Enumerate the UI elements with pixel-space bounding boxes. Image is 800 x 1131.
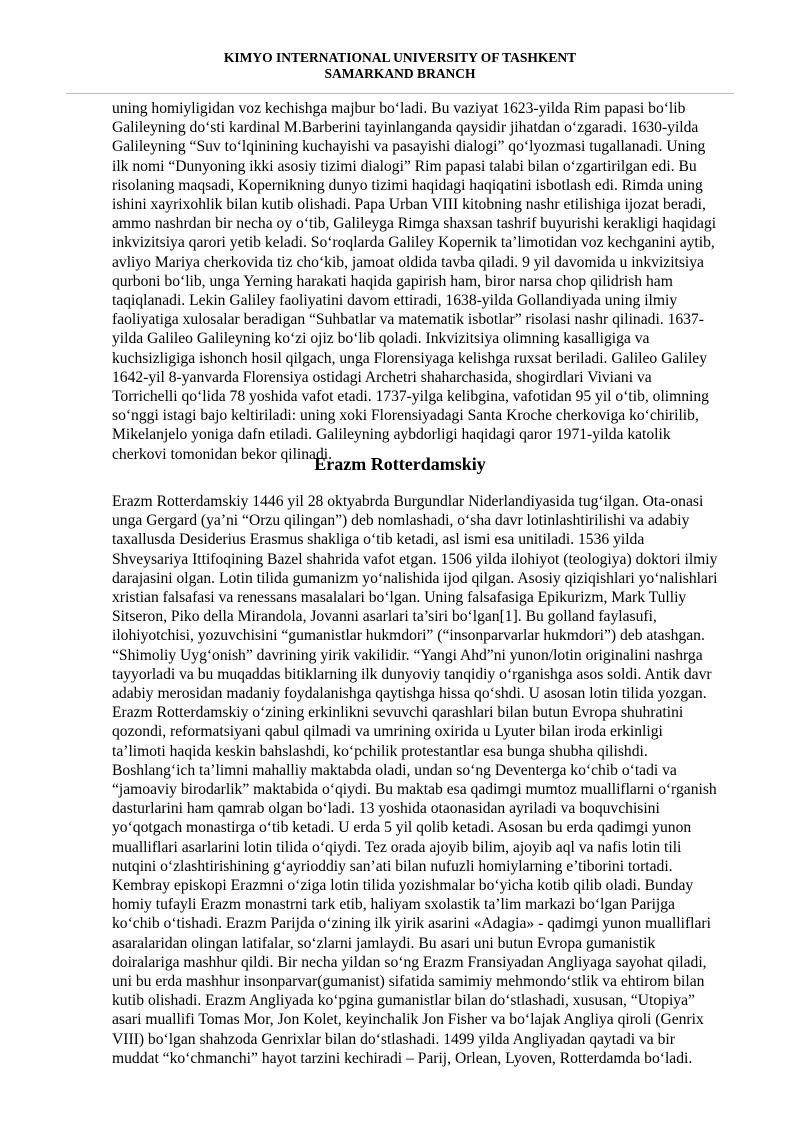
header-university-name: KIMYO INTERNATIONAL UNIVERSITY OF TASHKENT xyxy=(223,50,577,65)
body-paragraph-galileo: uning homiyligidan voz kechishga majbur bo‘ladi. Bu vaziyat 1623-yilda Rim papasi bo‘lib Galileyning do‘sti kardinal M.Barberini tayinlanganda qaysidir jihatdan o‘zgaradi. 1630-yilda Galileyning “Suv to‘lqinining kuchayishi va pasayishi dialogi” qo‘lyozmasi tugallanadi. Uning ilk nomi “Dunyoning ikki asosiy tizimi dialogi” Rim papasi talabi bilan o‘zgartirilgan edi. Bu risolaning maqsadi, Kopernikning dunyo tizimi haqidagi haqiqatini isbotlash edi. Rimda uning ishini xayrixohlik bilan kutib olishadi. Papa Urban VIII kitobning nashr etilishiga ijozat beradi, ammo nashrdan bir necha oy o‘tib, Galileyga Rimga shaxsan tashrif buyurishi kerakligi haqidagi inkvizitsiya qarori yetib keladi. So‘roqlarda Galiley Kopernik ta’limotidan voz kechganini aytib, avliyo Mariya cherkovida tiz cho‘kib, jamoat oldida tavba qiladi. 9 yil davomida u inkvizitsiya qurboni bo‘lib, unga Yerning harakati haqida gapirish ham, biror narsa chop qilidrish ham taqiqlanadi. Lekin Galiley faoliyatini davom ettiradi, 1638-yilda Gollandiyada uning ilmiy faoliyatiga xulosalar beradigan “Suhbatlar va matematik isbotlar” risolasi nashr qilinadi. 1637- yilda Galileo Galileyning ko‘zi ojiz bo‘lib qoladi. Inkvizitsiya olimning kasalligiga va kuchsizligiga ishonch hosil qilgach, unga Florensiyaga kelishga ruxsat beriladi. Galileo Galiley 1642-yil 8-yanvarda Florensiya ostidagi Archetri shaharchasida, shogirdlari Viviani va Torrichelli qo‘lida 78 yoshida vafot etadi. 1737-yilga kelibgina, vafotidan 95 yil o‘tib, olimning so‘nggi istagi bajo keltiriladi: uning xoki Florensiyadagi Santa Kroche cherkoviga ko‘chirilib, Mikelanjelo yoniga dafn etiladi. Galileyning aybdorligi haqidagi qaror 1971-yilda katolik cherkovi tomonidan bekor qilinadi. xyxy=(112,100,717,463)
body-paragraph-erasmus: Erazm Rotterdamskiy 1446 yil 28 oktyabrda Burgundlar Niderlandiyasida tug‘ilgan. Ota-onasi unga Gergard (ya’ni “Orzu qilingan”) deb nomlashadi, o‘sha davr lotinlashtirilishi va adabiy taxallusda Desiderius Erasmus shakliga o‘tib ketadi, asl ismi esa unitiladi. 1536 yilda Shveysariya Ittifoqining Bazel shahrida vafot etgan. 1506 yilda ilohiyot (teologiya) doktori ilmiy darajasini olgan. Lotin tilida gumanizm yo‘nalishida ijod qilgan. Asosiy qiziqishlari yo‘nalishlari xristian falsafasi va renessans masalalari bo‘lgan. Uning falsafasiga Epikurizm, Mark Tulliy Sitseron, Piko della Mirandola, Jovanni asarlari ta’siri bo‘lgan[1]. Bu golland faylasufi, ilohiyotchisi, yozuvchisini “gumanistlar hukmdori” (“insonparvarlar hukmdori”) deb atashgan. “Shimoliy Uyg‘onish” davrining yirik vakilidir. “Yangi Ahd”ni yunon/lotin originalini nashrga tayyorladi va bu muqaddas bitiklarning ilk dunyoviy tanqidiy o‘rganishga asos soldi. Antik davr adabiy merosidan madaniy foydalanishga qaytishga hissa qo‘shdi. U asosan lotin tilida yozgan. Erazm Rotterdamskiy o‘zining erkinlikni sevuvchi qarashlari bilan butun Evropa shuhratini qozondi, reformatsiyani qabul qilmadi va umrining oxirida u Lyuter bilan iroda erkinligi ta’limoti haqida keskin bahslashdi, ko‘pchilik protestantlar esa bunga shubha qilishdi. Boshlang‘ich ta’limni mahalliy maktabda oladi, undan so‘ng Deventerga ko‘chib o‘tadi va “jamoaviy birodarlik” maktabida o‘qiydi. Bu maktab esa qadimgi mumtoz mualliflarni o‘rganish dasturlarini ham qamrab olgan bo‘ladi. 13 yoshida otaonasidan ayriladi va boquvchisini yo‘qotgach monastirga o‘tib ketadi. U erda 5 yil qolib ketadi. Asosan bu erda qadimgi yunon mualliflari asarlarini lotin tilida o‘qiydi. Tez orada ajoyib bilim, ajoyib aql va nafis lotin tili nutqini o‘zlashtirishining g‘ayrioddiy san’ati bilan nufuzli homiylarning e’tiborini tortadi. Kembray episkopi Erazmni o‘ziga lotin tilida yozishmalar bo‘yicha kotib qilib oladi. Bunday homiy tufayli Erazm monastrni tark etib, haliyam sxolastik ta’lim markazi bo‘lgan Parijga ko‘chib o‘tishadi. Erazm Parijda o‘zining ilk yirik asarini «Adagia» - qadimgi yunon mualliflari asaralaridan olingan latifalar, so‘zlarni jamlaydi. Bu asari uni butun Evropa gumanistik doiralariga mashhur qildi. Bir necha yildan so‘ng Erazm Fransiyadan Angliyaga sayohat qiladi, uni bu erda mashhur insonparvar(gumanist) sifatida samimiy mehmondo‘stlik va ehtirom bilan kutib olishadi. Erazm Angliyada ko‘pgina gumanistlar bilan do‘stlashadi, xususan, “Utopiya” asari muallifi Tomas Mor, Jon Kolet, keyinchalik Jon Fisher va bo‘lajak Angliya qiroli (Genrix VIII) bo‘lgan shahzoda Genrixlar bilan do‘stlashadi. 1499 yilda Angliyadan qaytadi va bir muddat “ko‘chmanchi” hayot tarzini kechiradi – Parij, Orlean, Lyoven, Rotterdamda bo‘ladi. xyxy=(112,493,718,1067)
page-header xyxy=(0,50,800,82)
section-heading: Erazm Rotterdamskiy xyxy=(314,454,486,474)
header-branch-name: SAMARKAND BRANCH xyxy=(324,66,476,81)
header-divider xyxy=(66,93,734,94)
